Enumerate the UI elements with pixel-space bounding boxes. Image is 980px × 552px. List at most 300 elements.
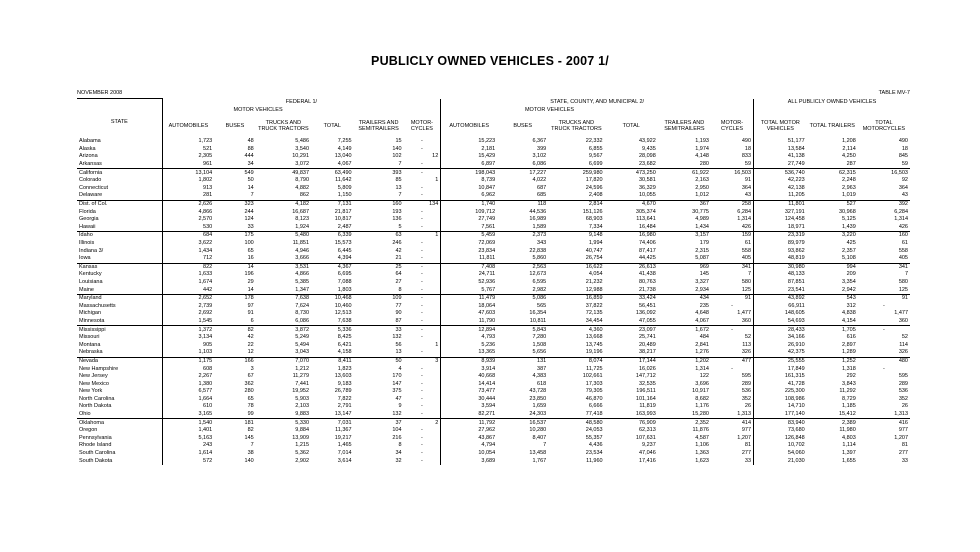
table-cell: 48,580 xyxy=(548,419,604,427)
table-cell: 38,217 xyxy=(638,349,656,356)
table-cell: 4,648 xyxy=(695,310,709,317)
table-cell: 8,682 xyxy=(695,395,709,402)
table-cell: 5,494 xyxy=(295,341,310,348)
table-cell: 32 xyxy=(395,457,402,464)
table-cell: 124,458 xyxy=(754,216,807,224)
table-cell: 52 xyxy=(711,334,754,342)
table-body xyxy=(77,138,910,465)
table-cell: 845 xyxy=(898,153,908,160)
table-cell: 118 xyxy=(497,200,548,208)
table-cell: 33 xyxy=(354,326,404,334)
table-cell: 22,838 xyxy=(529,247,547,254)
table-cell: 10,055 xyxy=(638,192,656,199)
report-date: NOVEMBER 2008 xyxy=(77,90,123,96)
table-cell: 8 xyxy=(398,442,402,449)
table-cell: 7 xyxy=(904,271,908,278)
table-cell: - xyxy=(404,169,441,177)
table-cell: 341 xyxy=(711,263,754,271)
table-row xyxy=(77,169,910,177)
table-cell: 85 xyxy=(395,177,402,184)
table-cell: 16,503 xyxy=(711,169,754,177)
table-cell: 34,166 xyxy=(754,334,807,342)
table-cell: - xyxy=(404,294,441,302)
table-cell: 5,903 xyxy=(295,395,310,402)
table-cell: 37,822 xyxy=(585,302,603,309)
table-cell: 52,936 xyxy=(441,279,497,287)
table-cell: 20,489 xyxy=(638,341,656,348)
table-cell: 1,176 xyxy=(695,403,709,410)
header-state-motor-vehicles: MOTOR VEHICLES xyxy=(441,106,658,113)
table-cell: 277 xyxy=(898,450,908,457)
table-cell: 405 xyxy=(711,255,754,263)
table-cell: 47 xyxy=(395,395,402,402)
table-cell: 18 xyxy=(711,146,754,154)
table-cell: 1,803 xyxy=(337,286,352,293)
table-cell: 91 xyxy=(858,294,910,302)
table-cell: 6,339 xyxy=(311,232,354,240)
table-cell: 8,739 xyxy=(441,177,497,185)
table-cell: 90 xyxy=(395,310,402,317)
table-cell: - xyxy=(404,349,441,357)
table-cell: 4,154 xyxy=(842,317,856,324)
table-cell: 977 xyxy=(898,427,908,434)
table-cell: - xyxy=(404,318,441,326)
table-cell: 132 xyxy=(392,334,402,341)
table-cell: - xyxy=(404,255,441,263)
table-cell: 473,250 xyxy=(605,169,658,177)
table-cell: 6,284 xyxy=(894,208,908,215)
table-cell: 1,193 xyxy=(695,138,709,145)
table-cell: 62,315 xyxy=(807,169,858,177)
table-cell: 113 xyxy=(711,341,754,349)
table-row xyxy=(77,419,910,427)
table-cell: 5,087 xyxy=(695,255,709,262)
table-cell: 24,596 xyxy=(585,184,603,191)
table-cell: 109 xyxy=(354,294,404,302)
table-cell: 16 xyxy=(247,255,254,262)
table-cell: 2,352 xyxy=(658,419,711,427)
table-cell: 125 xyxy=(711,286,754,294)
table-cell: 16,989 xyxy=(529,216,547,223)
table-cell: 3,540 xyxy=(295,145,310,152)
table-cell: 444 xyxy=(244,153,254,160)
table-cell: 5,108 xyxy=(842,255,856,262)
table-cell: 3,354 xyxy=(842,278,856,285)
table-row xyxy=(77,380,910,388)
table-cell: 28,098 xyxy=(638,153,656,160)
state-name: Ohio xyxy=(79,411,91,418)
table-cell: 8,123 xyxy=(295,216,310,223)
table-cell: 25,555 xyxy=(754,357,807,365)
table-cell: 2,181 xyxy=(441,146,497,154)
table-cell: 387 xyxy=(537,365,547,372)
table-cell: 3,843 xyxy=(842,380,856,387)
table-cell: 2,315 xyxy=(695,247,709,254)
table-cell: 91 xyxy=(247,310,254,317)
table-cell: 28,433 xyxy=(754,326,807,334)
table-cell: 1,623 xyxy=(695,457,709,464)
table-cell: 281 xyxy=(162,192,214,200)
table-cell: 82 xyxy=(247,427,254,434)
table-cell: 113,641 xyxy=(636,216,656,223)
table-cell: 5,656 xyxy=(532,349,547,356)
table-cell: 125 xyxy=(898,286,908,293)
state-name: Alaska xyxy=(79,145,96,152)
table-cell: 2,408 xyxy=(588,192,603,199)
table-cell: 4,054 xyxy=(588,271,603,278)
table-cell: - xyxy=(404,192,441,200)
table-cell: 147 xyxy=(392,380,402,387)
table-cell: 6 xyxy=(250,317,254,324)
table-cell: 1,314 xyxy=(711,216,754,224)
table-cell: 54,693 xyxy=(754,318,807,326)
state-name: California xyxy=(77,169,162,177)
table-cell: - xyxy=(404,403,441,411)
table-cell: 13,365 xyxy=(441,349,497,357)
table-cell: 136 xyxy=(392,216,402,223)
table-cell: 10,702 xyxy=(754,442,807,450)
table-row xyxy=(77,247,910,255)
table-cell: 26,754 xyxy=(585,255,603,262)
table-cell: 177,140 xyxy=(754,411,807,419)
table-cell: 160 xyxy=(354,200,404,208)
state-name: Mississippi xyxy=(77,326,162,334)
table-cell: 9,183 xyxy=(337,380,352,387)
table-cell: 193 xyxy=(392,208,402,215)
table-cell: 530 xyxy=(162,224,214,232)
table-cell: 4 xyxy=(398,365,402,372)
table-cell: - xyxy=(882,365,885,372)
table-cell: 5,459 xyxy=(441,232,497,240)
table-cell: 3,622 xyxy=(162,240,214,248)
table-row xyxy=(77,365,910,373)
table-cell: 23,534 xyxy=(585,450,603,457)
column-header: TRUCKS AND TRUCK TRACTORS xyxy=(258,119,309,132)
table-cell: 2,897 xyxy=(842,341,856,348)
table-cell: 61,922 xyxy=(658,169,711,177)
table-cell: - xyxy=(404,326,441,334)
table-cell: 1,540 xyxy=(162,419,214,427)
table-cell: 26,613 xyxy=(605,263,658,271)
table-cell: 50 xyxy=(247,177,254,184)
table-cell: 23,682 xyxy=(638,161,656,168)
table-cell: 78 xyxy=(247,403,254,410)
table-cell: 148,605 xyxy=(754,310,807,318)
table-cell: 14 xyxy=(214,263,255,271)
state-name: Maine xyxy=(79,286,94,293)
table-cell: 11,205 xyxy=(754,192,807,200)
table-cell: 101,164 xyxy=(635,395,656,402)
table-cell: - xyxy=(882,302,885,309)
table-cell: 6,699 xyxy=(588,161,603,168)
column-header: TOTAL xyxy=(622,122,640,129)
table-cell: 37 xyxy=(354,419,404,427)
table-cell: 426 xyxy=(898,223,908,230)
header-state: STATE xyxy=(110,119,128,125)
table-row xyxy=(77,450,910,458)
state-name: Arkansas xyxy=(79,161,102,168)
table-cell: 2,114 xyxy=(842,145,856,152)
table-cell: 107,631 xyxy=(635,434,656,441)
table-cell: 6,695 xyxy=(337,271,352,278)
state-name: South Carolina xyxy=(79,450,116,457)
table-cell: 11,851 xyxy=(292,240,310,247)
table-cell: 3,594 xyxy=(441,403,497,411)
table-cell: 3,165 xyxy=(162,411,214,419)
table-cell: 17,144 xyxy=(605,357,658,365)
table-cell: 1,363 xyxy=(695,450,709,457)
table-cell: 13,745 xyxy=(585,341,603,348)
state-name: Nebraska xyxy=(79,349,103,356)
table-cell: 367 xyxy=(658,200,711,208)
table-cell: 50 xyxy=(354,357,404,365)
table-cell: 326 xyxy=(711,349,754,357)
table-cell: 1 xyxy=(404,341,441,349)
table-cell: 5 xyxy=(398,223,402,230)
table-cell: 4,158 xyxy=(337,349,352,356)
table-row xyxy=(77,310,910,318)
table-cell: 21 xyxy=(395,255,402,262)
table-cell: 477 xyxy=(711,357,754,365)
table-cell: 124 xyxy=(244,216,254,223)
table-cell: 26,789 xyxy=(334,388,352,395)
table-cell: 8,939 xyxy=(441,357,497,365)
table-cell: 14 xyxy=(247,286,254,293)
table-cell: 3,531 xyxy=(256,263,311,271)
table-cell: 2,652 xyxy=(162,294,214,302)
table-cell: 4,794 xyxy=(441,442,497,450)
table-cell: 81 xyxy=(901,442,908,449)
table-cell: 6,666 xyxy=(588,403,603,410)
table-cell: 8,730 xyxy=(295,310,310,317)
table-cell: 1,477 xyxy=(711,310,754,318)
table-cell: 1,276 xyxy=(695,349,709,356)
table-cell: 287 xyxy=(846,161,856,168)
table-cell: - xyxy=(404,334,441,342)
table-cell: 4,250 xyxy=(842,153,856,160)
table-cell: 434 xyxy=(658,294,711,302)
table-cell: 136,092 xyxy=(635,310,656,317)
table-cell: 23,097 xyxy=(605,326,658,334)
table-row xyxy=(77,396,910,404)
table-cell: 1 xyxy=(404,177,441,185)
table-cell: 61 xyxy=(901,240,908,247)
table-cell: 4,148 xyxy=(695,153,709,160)
table-cell: 16,622 xyxy=(548,263,604,271)
state-name: Alabama xyxy=(79,138,101,145)
table-cell: 2,389 xyxy=(807,419,858,427)
table-cell: 30,444 xyxy=(441,396,497,404)
table-cell: 10,460 xyxy=(334,302,352,309)
table-cell: 327,191 xyxy=(754,208,807,216)
table-cell: 8,411 xyxy=(311,357,354,365)
table-cell: 280 xyxy=(699,161,709,168)
table-cell: 7 xyxy=(250,192,254,199)
table-cell: 8,729 xyxy=(842,395,856,402)
table-cell: - xyxy=(404,396,441,404)
table-row xyxy=(77,349,910,357)
table-cell: 2,267 xyxy=(162,373,214,381)
table-cell: 56 xyxy=(395,341,402,348)
column-header: TOTAL MOTOR VEHICLES xyxy=(754,113,807,138)
table-cell: 14,710 xyxy=(754,403,807,411)
table-cell: 22 xyxy=(247,341,254,348)
table-cell: 47,055 xyxy=(638,317,656,324)
table-cell: 99 xyxy=(247,411,254,418)
table-cell: 5,486 xyxy=(295,138,310,145)
table-cell: - xyxy=(404,161,441,169)
table-cell: 102 xyxy=(392,153,402,160)
table-row xyxy=(77,427,910,435)
table-cell: 15,223 xyxy=(441,138,497,146)
table-cell: 1,207 xyxy=(711,435,754,443)
table-cell: 3,666 xyxy=(295,255,310,262)
table-cell: 5,362 xyxy=(295,450,310,457)
table-cell: 63 xyxy=(354,232,404,240)
table-cell: 4,793 xyxy=(441,334,497,342)
table-cell: 580 xyxy=(711,279,754,287)
table-cell: 244 xyxy=(244,208,254,215)
table-cell: 1,465 xyxy=(337,442,352,449)
table-cell: 5,125 xyxy=(842,216,856,223)
state-name: Oregon xyxy=(79,427,98,434)
table-cell: 11,367 xyxy=(335,427,352,434)
table-cell: - xyxy=(404,388,441,396)
column-header: BUSES xyxy=(513,122,533,129)
table-cell: 170 xyxy=(392,373,402,380)
table-cell: 114 xyxy=(899,341,908,348)
table-cell: 913 xyxy=(162,185,214,193)
state-name: Nevada xyxy=(77,357,162,365)
state-name: Delaware xyxy=(79,192,103,199)
table-cell: 41,138 xyxy=(754,153,807,161)
table-cell: 24,053 xyxy=(585,427,603,434)
table-cell: 23,319 xyxy=(754,232,807,240)
table-cell: 16,026 xyxy=(638,365,656,372)
table-cell: 102,661 xyxy=(582,373,603,380)
table-cell: 29 xyxy=(247,278,254,285)
table-cell: 1,740 xyxy=(441,200,497,208)
table-cell: 3,102 xyxy=(532,153,547,160)
table-cell: 4,149 xyxy=(337,145,352,152)
table-cell: - xyxy=(404,247,441,255)
table-cell: 1,994 xyxy=(588,240,603,247)
table-cell: 147,712 xyxy=(635,373,656,380)
table-cell: 73,477 xyxy=(441,388,497,396)
state-name: Michigan xyxy=(79,310,102,317)
table-cell: 23,834 xyxy=(441,247,497,255)
table-cell: 13,584 xyxy=(754,146,807,154)
table-cell: 59 xyxy=(901,161,908,168)
table-cell: 7 xyxy=(398,192,402,199)
table-cell: 4,803 xyxy=(842,434,856,441)
table-cell: - xyxy=(404,216,441,224)
table-cell: 87,851 xyxy=(754,279,807,287)
header-federal: FEDERAL 1/ xyxy=(162,99,441,107)
table-cell: 2,248 xyxy=(842,177,856,184)
table-cell: 1,103 xyxy=(162,349,214,357)
table-cell: 536,740 xyxy=(754,169,807,177)
table-cell: 360 xyxy=(711,318,754,326)
table-cell: 16,537 xyxy=(497,419,548,427)
table-cell: 11,642 xyxy=(335,177,352,184)
table-cell: 11,811 xyxy=(441,255,497,263)
table-cell: 63,490 xyxy=(311,169,354,177)
table-cell: 4,383 xyxy=(532,373,547,380)
table-cell: 140 xyxy=(244,457,254,464)
table-cell: 3,043 xyxy=(295,349,310,356)
table-cell: 5,480 xyxy=(256,232,311,240)
table-cell: 1,314 xyxy=(894,216,908,223)
table-cell: 822 xyxy=(162,263,214,271)
table-cell: 41,728 xyxy=(754,380,807,388)
table-cell: 7,822 xyxy=(337,395,352,402)
state-name: Dist. of Col. xyxy=(77,200,162,208)
table-cell: 198,043 xyxy=(441,169,497,177)
table-cell: 17,227 xyxy=(497,169,548,177)
column-header: MOTOR-CYCLES xyxy=(404,113,441,138)
table-cell: 2,563 xyxy=(497,263,548,271)
table-cell: 9,884 xyxy=(295,427,310,434)
table-cell: 994 xyxy=(807,263,858,271)
table-row xyxy=(77,200,910,208)
table-cell: 343 xyxy=(537,240,547,247)
table-cell: 30,968 xyxy=(838,208,856,215)
table-cell: 5,860 xyxy=(532,255,547,262)
table-cell: - xyxy=(404,427,441,435)
table-cell: 33 xyxy=(901,457,908,464)
table-cell: 2,739 xyxy=(162,302,214,310)
table-cell: 66,911 xyxy=(754,302,807,310)
table-cell: 4,670 xyxy=(605,200,658,208)
table-cell: 1,767 xyxy=(532,457,547,464)
table-cell: 3,696 xyxy=(695,380,709,387)
table-cell: - xyxy=(404,373,441,381)
table-cell: - xyxy=(404,286,441,294)
table-cell: 3 xyxy=(250,365,254,372)
table-cell: 7,638 xyxy=(337,317,352,324)
table-cell: 7,255 xyxy=(337,138,352,145)
table-cell: 11,279 xyxy=(292,373,310,380)
state-name: Kentucky xyxy=(79,271,102,278)
table-cell: 7,280 xyxy=(532,334,547,341)
table-cell: 163,993 xyxy=(635,411,656,418)
table-cell: 151,126 xyxy=(582,208,603,215)
table-cell: 47,603 xyxy=(441,310,497,318)
table-cell: - xyxy=(404,146,441,154)
state-name: Massachusetts xyxy=(79,302,116,309)
table-row xyxy=(77,357,910,365)
state-name: Montana xyxy=(79,341,101,348)
table-cell: 7 xyxy=(398,161,402,168)
table-cell: 1,252 xyxy=(807,357,858,365)
table-cell: 572 xyxy=(162,457,214,465)
table-cell: 323 xyxy=(214,200,255,208)
table-cell: 61 xyxy=(711,240,754,248)
table-cell: 10,280 xyxy=(529,427,547,434)
table-cell: 175 xyxy=(214,232,255,240)
table-cell: 1,175 xyxy=(162,357,214,365)
table-cell: 595 xyxy=(898,373,908,380)
table-cell: 5,843 xyxy=(497,326,548,334)
table-cell: 243 xyxy=(162,442,214,450)
table-cell: 8,074 xyxy=(548,357,604,365)
table-cell: 1,372 xyxy=(162,326,214,334)
state-name: New Jersey xyxy=(79,373,108,380)
table-cell: 72,135 xyxy=(585,310,603,317)
table-row xyxy=(77,403,910,411)
table-row xyxy=(77,263,910,271)
